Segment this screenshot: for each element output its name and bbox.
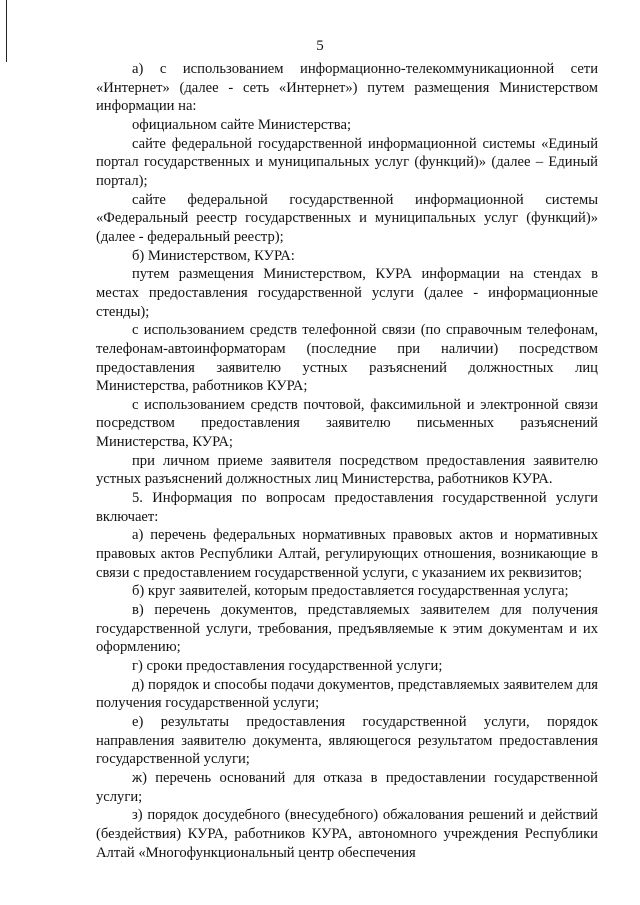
paragraph: сайте федеральной государственной информационной системы «Единый портал государственных и муниципальных услуг (функций)» (далее – Единый портал); — [96, 135, 598, 189]
paragraph: с использованием средств телефонной связи (по справочным телефонам, телефонам-автоинформаторам (последние при наличии) посредством предоставления заявителю устных разъяснений должностных лиц Министерства, работников КУРА; — [96, 322, 598, 395]
paragraph: путем размещения Министерством, КУРА информации на стендах в местах предоставления государственной услуги (далее - информационные стенды); — [96, 266, 598, 320]
paragraph: при личном приеме заявителя посредством предоставления заявителю устных разъяснений должностных лиц Министерства, работников КУРА. — [96, 452, 598, 488]
paragraph: з) порядок досудебного (внесудебного) обжалования решений и действий (бездействия) КУРА, работников КУРА, автономного учреждения Республики Алтай «Многофункциональный центр обеспечения — [96, 807, 598, 861]
paragraph: е) результаты предоставления государственной услуги, порядок направления заявителю документа, являющегося результатом предоставления государственной услуги; — [96, 713, 598, 768]
paragraph: 5. Информация по вопросам предоставления государственной услуги включает: — [96, 490, 598, 525]
paragraph: г) сроки предоставления государственной услуги; — [132, 658, 443, 674]
page-number: 5 — [316, 38, 324, 54]
paragraph: а) с использованием информационно-телекоммуникационной сети «Интернет» (далее - сеть «Интернет») путем размещения Министерством информации на: — [96, 61, 598, 115]
paragraph: б) Министерством, КУРА: — [132, 247, 295, 264]
paragraph: официальном сайте Министерства; — [132, 116, 352, 133]
document-body — [96, 60, 598, 862]
paragraph: д) порядок и способы подачи документов, представляемых заявителем для получения государственной услуги; — [96, 676, 598, 712]
paragraph: сайте федеральной государственной информационной системы «Федеральный реестр государственных и муниципальных услуг (функций)» (далее - федеральный реестр); — [96, 191, 598, 245]
paragraph: в) перечень документов, представляемых заявителем для получения государственной услуги, требования, предъявляемые к этим документам и их оформлению; — [96, 602, 598, 656]
paragraph: с использованием средств почтовой, факсимильной и электронной связи посредством предоставления заявителю письменных разъяснений Министерства, КУРА; — [96, 396, 598, 451]
paragraph: а) перечень федеральных нормативных правовых актов и нормативных правовых актов Республики Алтай, регулирующих отношения, возникающие в связи с предоставлением государственной услуги, с указанием их реквизитов; — [96, 527, 598, 581]
paragraph: ж) перечень оснований для отказа в предоставлении государственной услуги; — [96, 769, 598, 805]
paragraph: б) круг заявителей, которым предоставляется государственная услуга; — [132, 583, 569, 600]
